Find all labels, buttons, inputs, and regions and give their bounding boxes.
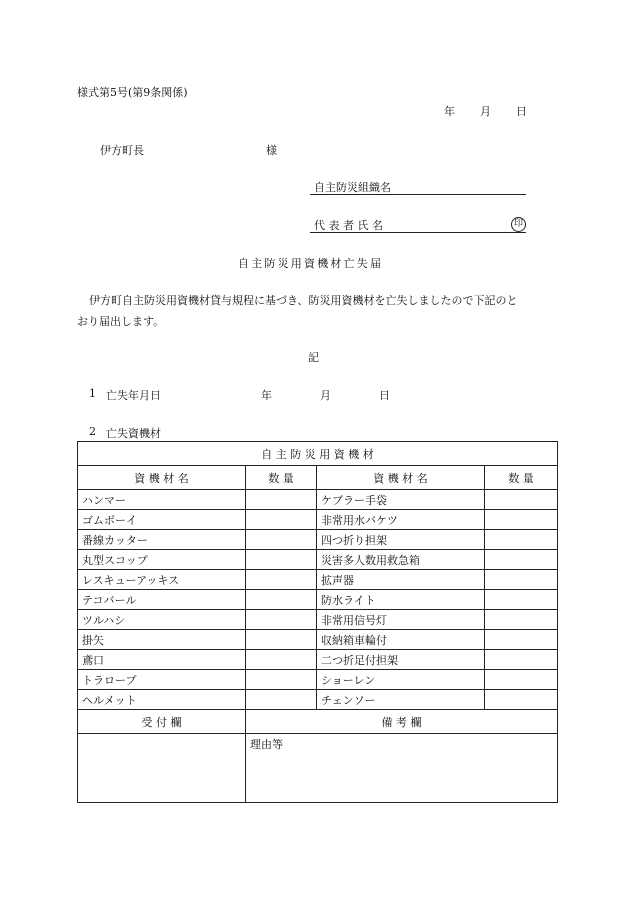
equipment-name-left: ヘルメット (78, 690, 246, 710)
equipment-name-right: 非常用信号灯 (317, 610, 485, 630)
reason-label: 理由等 (250, 738, 283, 751)
quantity-right[interactable] (485, 690, 558, 710)
table-row (78, 510, 558, 530)
equipment-name-right: 四つ折り担架 (317, 530, 485, 550)
equipment-name-left: 鳶口 (78, 650, 246, 670)
equipment-name-right: 災害多人数用救急箱 (317, 550, 485, 570)
remarks-label: 備 考 欄 (246, 710, 558, 734)
equipment-name-left: 番線カッター (78, 530, 246, 550)
equipment-name-left: ツルハシ (78, 610, 246, 630)
equipment-name-right: チェンソー (317, 690, 485, 710)
ki-heading: 記 (308, 351, 319, 364)
body-text-line-2: おり届出します。 (77, 315, 165, 328)
item1-day: 日 (379, 389, 390, 402)
table-row (78, 530, 558, 550)
quantity-right[interactable] (485, 610, 558, 630)
footer-label-row (78, 710, 558, 734)
item1-label: 亡失年月日 (106, 389, 161, 402)
addressee-name: 伊方町長 (100, 144, 144, 157)
table-row (78, 610, 558, 630)
footer-input-row (78, 734, 558, 803)
quantity-right[interactable] (485, 550, 558, 570)
table-header-row (78, 466, 558, 490)
quantity-right[interactable] (485, 570, 558, 590)
quantity-right[interactable] (485, 510, 558, 530)
table-row (78, 570, 558, 590)
reception-label: 受 付 欄 (78, 710, 246, 734)
quantity-left[interactable] (246, 550, 317, 570)
reception-field[interactable] (78, 734, 246, 803)
representative-underline (310, 232, 526, 233)
equipment-name-right: 収納箱車輪付 (317, 630, 485, 650)
organization-underline (310, 194, 526, 195)
header-name-left: 資 機 材 名 (78, 466, 246, 490)
form-number: 様式第5号(第9条関係) (77, 86, 188, 99)
quantity-left[interactable] (246, 630, 317, 650)
table-title: 自 主 防 災 用 資 機 材 (78, 442, 558, 466)
table-title-row (78, 442, 558, 466)
equipment-name-left: トラロープ (78, 670, 246, 690)
equipment-name-left: ゴムボーイ (78, 510, 246, 530)
table-row (78, 670, 558, 690)
equipment-name-right: ケブラー手袋 (317, 490, 485, 510)
equipment-name-right: 二つ折足付担架 (317, 650, 485, 670)
quantity-left[interactable] (246, 650, 317, 670)
quantity-left[interactable] (246, 670, 317, 690)
header-name-right: 資 機 材 名 (317, 466, 485, 490)
addressee-honorific: 様 (266, 144, 277, 157)
seal-mark: 印 (511, 217, 526, 232)
date-day: 日 (516, 105, 527, 118)
item1-year: 年 (261, 389, 272, 402)
organization-label: 自主防災組織名 (314, 181, 391, 194)
item2-label: 亡失資機材 (106, 427, 161, 440)
item1-number: 1 (89, 387, 96, 400)
item2-number: 2 (89, 425, 96, 438)
equipment-name-right: 防水ライト (317, 590, 485, 610)
equipment-table (77, 441, 558, 803)
header-qty-left: 数 量 (246, 466, 317, 490)
quantity-left[interactable] (246, 690, 317, 710)
remarks-field[interactable] (246, 734, 558, 803)
quantity-left[interactable] (246, 490, 317, 510)
quantity-right[interactable] (485, 590, 558, 610)
equipment-name-left: レスキューアッキス (78, 570, 246, 590)
representative-label: 代 表 者 氏 名 (314, 219, 383, 232)
table-row (78, 550, 558, 570)
date-year: 年 (444, 105, 455, 118)
date-month: 月 (480, 105, 491, 118)
quantity-right[interactable] (485, 530, 558, 550)
table-row (78, 690, 558, 710)
equipment-name-right: 非常用水バケツ (317, 510, 485, 530)
quantity-left[interactable] (246, 610, 317, 630)
document-title: 自主防災用資機材亡失届 (238, 257, 384, 270)
quantity-right[interactable] (485, 670, 558, 690)
equipment-name-right: ショーレン (317, 670, 485, 690)
equipment-name-left: テコバール (78, 590, 246, 610)
quantity-left[interactable] (246, 590, 317, 610)
equipment-name-left: ハンマー (78, 490, 246, 510)
table-row (78, 490, 558, 510)
equipment-name-right: 拡声器 (317, 570, 485, 590)
quantity-right[interactable] (485, 630, 558, 650)
quantity-left[interactable] (246, 570, 317, 590)
quantity-left[interactable] (246, 530, 317, 550)
table-row (78, 590, 558, 610)
header-qty-right: 数 量 (485, 466, 558, 490)
table-row (78, 650, 558, 670)
quantity-right[interactable] (485, 490, 558, 510)
equipment-name-left: 丸型スコップ (78, 550, 246, 570)
item1-month: 月 (320, 389, 331, 402)
body-text-line-1: 伊方町自主防災用資機材貸与規程に基づき、防災用資機材を亡失しましたので下記のと (89, 294, 518, 307)
quantity-left[interactable] (246, 510, 317, 530)
quantity-right[interactable] (485, 650, 558, 670)
equipment-name-left: 掛矢 (78, 630, 246, 650)
table-row (78, 630, 558, 650)
